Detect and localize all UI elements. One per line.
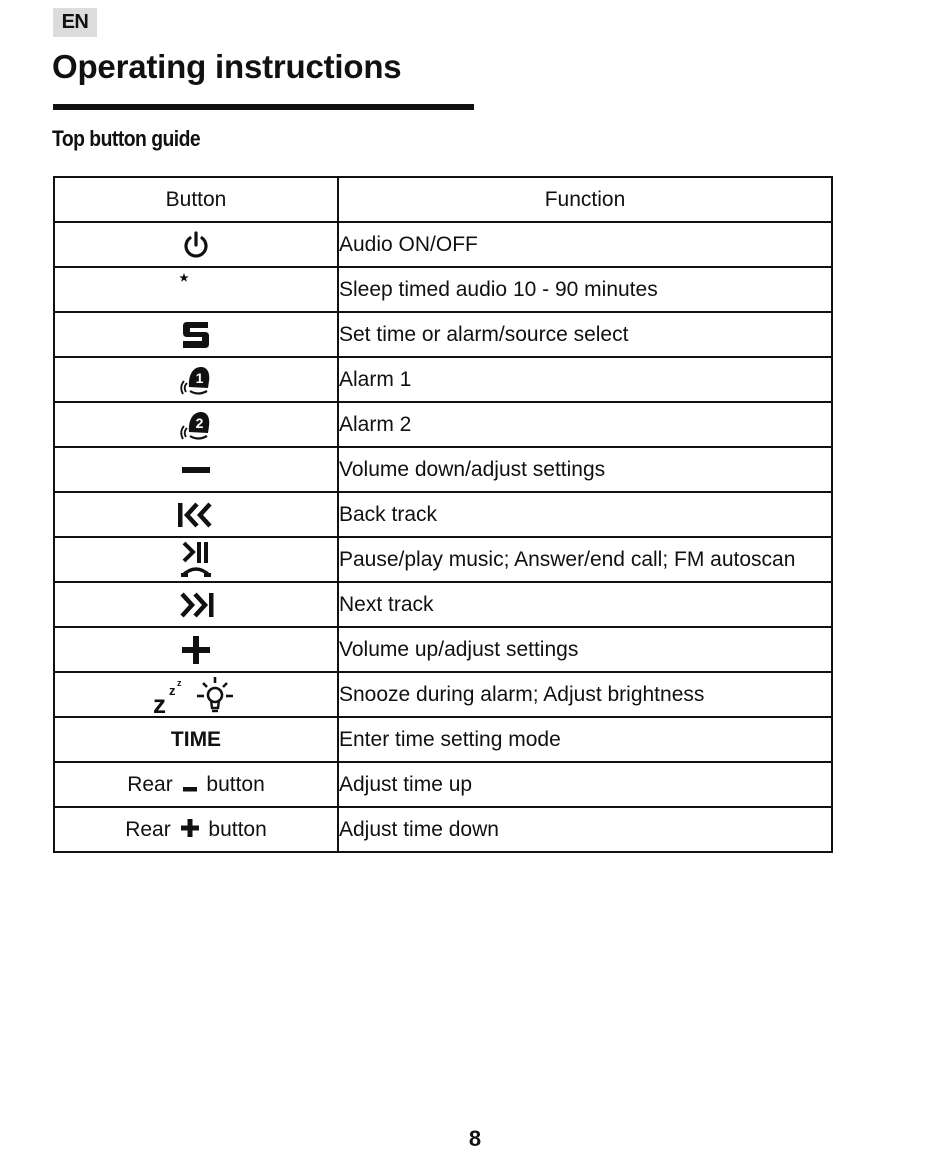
plus-small-icon [180,818,200,838]
page-number: 8 [468,1126,482,1151]
function-cell: Adjust time down [338,807,832,852]
column-header-button: Button [54,177,338,222]
table-row [54,447,832,492]
function-cell: Alarm 1 [338,357,832,402]
table-row [54,807,832,852]
button-word-label: button [208,817,267,841]
play-pause-call-icon [179,541,213,579]
button-cell [54,672,338,717]
alarm-1-icon [180,363,212,397]
next-track-icon [176,591,216,619]
svg-text:z: z [177,677,182,688]
button-guide-table [53,176,833,853]
table-row [54,762,832,807]
table-row [54,312,832,357]
button-cell [54,357,338,402]
button-word-label: button [206,772,265,796]
table-row [54,717,832,762]
table-row [54,492,832,537]
column-header-function: Function [338,177,832,222]
table-row [54,402,832,447]
button-cell [54,312,338,357]
table-row [54,222,832,267]
function-cell: Enter time setting mode [338,717,832,762]
button-cell [54,492,338,537]
language-tag: EN [53,8,97,37]
rear-label: Rear [127,772,173,796]
table-row [54,582,832,627]
button-cell [54,762,338,807]
function-cell: Alarm 2 [338,402,832,447]
minus-icon [181,465,211,475]
table-row [54,627,832,672]
function-cell: Sleep timed audio 10 - 90 minutes [338,267,832,312]
button-cell [54,447,338,492]
button-cell [54,582,338,627]
svg-text:z: z [169,682,176,698]
page-title: Operating instructions [52,48,402,85]
function-cell: Adjust time up [338,762,832,807]
button-cell [54,807,338,852]
function-cell: Volume down/adjust settings [338,447,832,492]
function-cell: Next track [338,582,832,627]
svg-text:2: 2 [195,414,204,431]
minus-small-icon [182,785,198,793]
function-cell: Audio ON/OFF [338,222,832,267]
power-icon [182,230,210,260]
table-header-row [54,177,832,222]
button-cell [54,222,338,267]
rear-label: Rear [125,817,171,841]
table-row [54,672,832,717]
button-cell [54,267,338,312]
section-title: Top button guide [52,126,201,151]
title-underline [53,104,474,110]
button-cell [54,627,338,672]
function-cell: Set time or alarm/source select [338,312,832,357]
function-cell: Pause/play music; Answer/end call; FM autoscan [338,537,832,582]
alarm-2-icon [180,408,212,442]
function-cell: Volume up/adjust settings [338,627,832,672]
set-s-icon [181,320,211,350]
sleep-moon-icon [179,271,213,309]
button-cell [54,402,338,447]
button-cell [54,537,338,582]
function-cell: Back track [338,492,832,537]
back-track-icon [176,501,216,529]
function-cell: Snooze during alarm; Adjust brightness [338,672,832,717]
button-cell [54,717,338,762]
snooze-brightness-icon [153,675,239,715]
svg-text:1: 1 [195,369,204,386]
svg-text:z: z [153,688,166,715]
table-row [54,267,832,312]
table-row [54,537,832,582]
time-button-label: TIME [170,727,222,751]
table-row [54,357,832,402]
plus-icon [180,634,212,666]
